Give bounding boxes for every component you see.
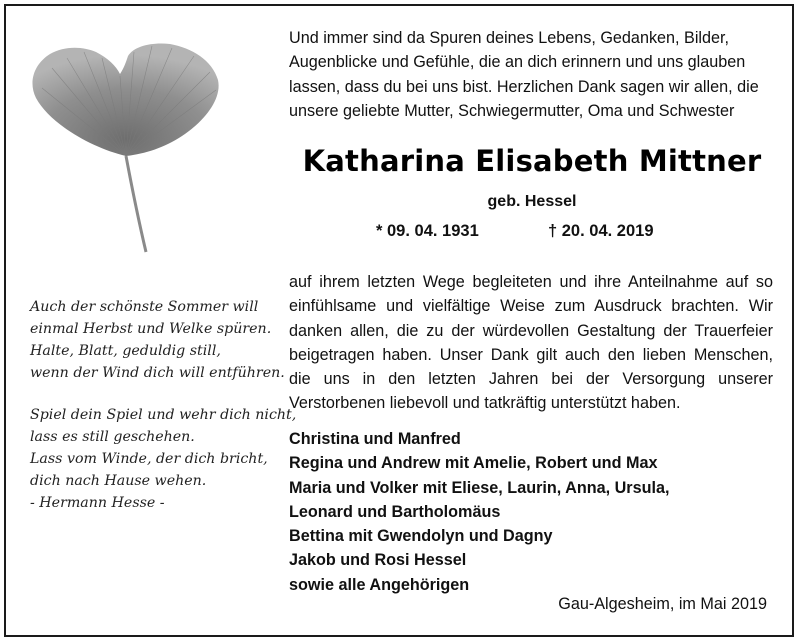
intro-line: Augenblicke und Gefühle, die an dich erinnern und uns glauben [289, 53, 746, 72]
birth-date: * 09. 04. 1931 [376, 222, 479, 240]
poem [30, 296, 297, 514]
ginkgo-leaf-icon [22, 38, 232, 258]
family-line: Jakob und Rosi Hessel [289, 551, 467, 570]
thanks-line: einfühlsame und vielfältige Weise zum Ausdruck brachten. Wir [289, 297, 773, 316]
family-line: sowie alle Angehörigen [289, 575, 470, 594]
poem-line: lass es still geschehen. [30, 429, 195, 445]
intro-line: Und immer sind da Spuren deines Lebens, Gedanken, Bilder, [289, 29, 730, 47]
family-line: Bettina mit Gwendolyn und Dagny [289, 527, 553, 546]
thanks-line: auf ihrem letzten Wege begleiteten und ihre Anteilnahme auf so [289, 273, 773, 291]
thanks-text [289, 270, 773, 416]
family-line: Maria und Volker mit Eliese, Laurin, Anna, Ursula, [289, 478, 670, 497]
family-line: Christina und Manfred [289, 430, 461, 448]
poem-line: wenn der Wind dich will entführen. [30, 365, 285, 381]
poem-line: dich nach Hause wehen. [30, 473, 207, 489]
poem-line: Halte, Blatt, geduldig still, [30, 343, 221, 359]
family-line: Leonard und Bartholomäus [289, 502, 501, 521]
poem-line: Spiel dein Spiel und wehr dich nicht, [30, 407, 297, 423]
family-list [289, 427, 773, 597]
thanks-line: beigetragen haben. Unser Dank gilt auch den lieben Menschen, [289, 345, 773, 364]
intro-line: unsere geliebte Mutter, Schwiegermutter, Oma und Schwester [289, 101, 735, 120]
thanks-line: Verstorbenen liebevoll und tatkräftig unterstützt haben. [289, 394, 681, 413]
intro-line: lassen, dass du bei uns bist. Herzlichen Dank sagen wir allen, die [289, 77, 759, 96]
poem-author: - Hermann Hesse - [30, 495, 165, 511]
leaf-stem [126, 156, 146, 252]
intro-text [289, 26, 773, 123]
deceased-name: Katharina Elisabeth Mittner [302, 144, 762, 178]
thanks-line: danken allen, die zu der würdevollen Gestaltung der Trauerfeier [289, 321, 773, 340]
thanks-line: die uns in den letzten Jahren bei der Versorgung unserer [289, 370, 773, 389]
family-line: Regina und Andrew mit Amelie, Robert und Max [289, 454, 658, 473]
poem-line: Lass vom Winde, der dich bricht, [30, 451, 268, 467]
poem-line: einmal Herbst und Welke spüren. [30, 321, 272, 337]
maiden-name: geb. Hessel [487, 193, 577, 210]
place-date: Gau-Algesheim, im Mai 2019 [558, 595, 767, 613]
poem-line: Auch der schönste Sommer will [30, 299, 259, 315]
death-date: † 20. 04. 2019 [548, 222, 654, 240]
